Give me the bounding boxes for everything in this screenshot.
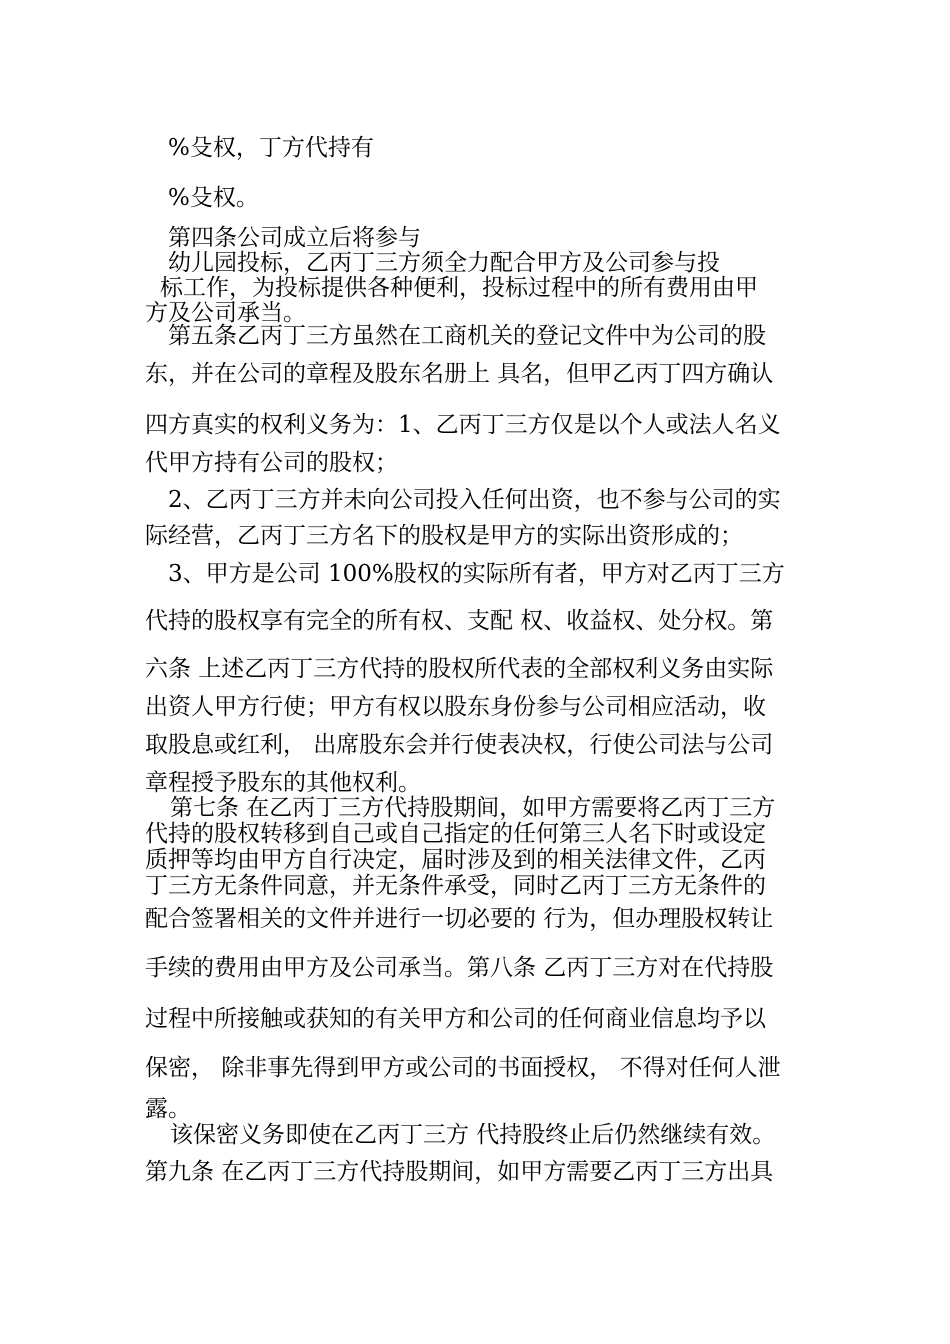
text-line: 章程授予股东的其他权利。 bbox=[145, 770, 421, 796]
text-line: 露。 bbox=[145, 1096, 191, 1122]
text-line: 配合签署相关的文件并进行一切必要的 行为，但办理股权转让 bbox=[145, 906, 774, 932]
text-line: 出资人甲方行使；甲方有权以股东身份参与公司相应活动，收 bbox=[145, 694, 766, 720]
text-line: 四方真实的权利义务为：1、乙丙丁三方仅是以个人或法人名义 bbox=[145, 412, 781, 438]
text-line: 手续的费用由甲方及公司承当。第八条 乙丙丁三方对在代持股 bbox=[145, 955, 774, 981]
text-line: 第四条公司成立后将参与 bbox=[168, 225, 421, 251]
text-line: 方及公司承当。 bbox=[145, 300, 306, 326]
text-line: 取股息或红利， 出席股东会并行使表决权，行使公司法与公司 bbox=[145, 732, 774, 758]
text-line: 该保密义务即使在乙丙丁三方 代持股终止后仍然继续有效。 bbox=[170, 1122, 776, 1148]
text-line: 质押等均由甲方自行决定，届时涉及到的相关法律文件，乙丙 bbox=[145, 847, 766, 873]
text-line: 幼儿园投标，乙丙丁三方须全力配合甲方及公司参与投 bbox=[168, 250, 720, 276]
text-line: 际经营，乙丙丁三方名下的股权是甲方的实际出资形成的； bbox=[145, 523, 743, 549]
text-line: 丁三方无条件同意，并无条件承受，同时乙丙丁三方无条件的 bbox=[145, 873, 766, 899]
text-line: 六条 上述乙丙丁三方代持的股权所代表的全部权利义务由实际 bbox=[145, 656, 774, 682]
text-line: 东，并在公司的章程及股东名册上 具名，但甲乙丙丁四方确认 bbox=[145, 361, 774, 387]
text-line: 代持的股权享有完全的所有权、支配 权、收益权、处分权。第 bbox=[145, 608, 774, 634]
text-line: 第九条 在乙丙丁三方代持股期间，如甲方需要乙丙丁三方出具 bbox=[145, 1159, 774, 1185]
text-line: 过程中所接触或获知的有关甲方和公司的任何商业信息均予以 bbox=[145, 1006, 766, 1032]
text-line: 2、乙丙丁三方并未向公司投入任何出资，也不参与公司的实 bbox=[168, 487, 781, 513]
text-line: %殳权，丁方代持有 bbox=[168, 135, 374, 161]
text-line: 标工作，为投标提供各种便利，投标过程中的所有费用由甲 bbox=[160, 275, 758, 301]
text-line: %殳权。 bbox=[168, 185, 259, 211]
text-line: 第七条 在乙丙丁三方代持股期间，如甲方需要将乙丙丁三方 bbox=[170, 795, 776, 821]
text-line: 第五条乙丙丁三方虽然在工商机关的登记文件中为公司的股 bbox=[168, 323, 766, 349]
text-line: 代甲方持有公司的股权； bbox=[145, 450, 398, 476]
text-line: 3、甲方是公司 100%股权的实际所有者，甲方对乙丙丁三方 bbox=[168, 561, 785, 587]
text-line: 保密， 除非事先得到甲方或公司的书面授权， 不得对任何人泄 bbox=[145, 1055, 781, 1081]
text-line: 代持的股权转移到自己或自己指定的任何第三人名下时或设定 bbox=[145, 821, 766, 847]
